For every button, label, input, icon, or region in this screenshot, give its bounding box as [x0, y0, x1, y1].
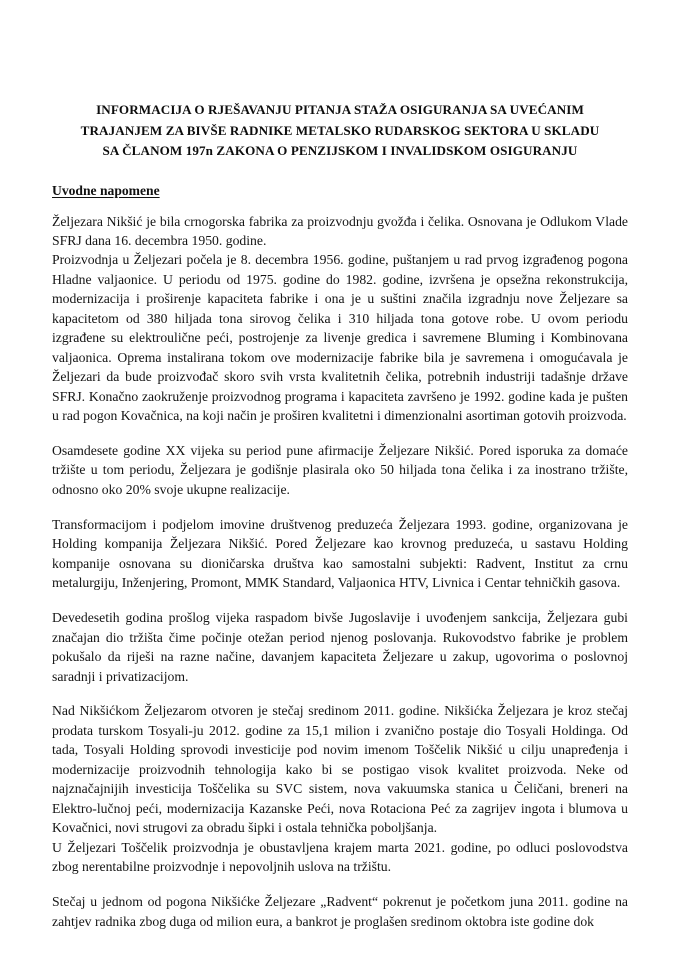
paragraph-8: Stečaj u jednom od pogona Nikšićke Željezare „Radvent“ pokrenut je početkom juna 2011. godine na zahtjev radnika zbog duga od milion eura, a bankrot je proglašen sredinom oktobra iste godine dok [52, 894, 628, 929]
document-title [52, 100, 628, 162]
paragraph-1: Željezara Nikšić je bila crnogorska fabrika za proizvodnju gvožđa i čelika. Osnovana je Odlukom Vlade SFRJ dana 16. decembra 1950. godine. [52, 213, 628, 248]
paragraph-7: U Željezari Toščelik proizvodnja je obustavljena krajem marta 2021. godine, po odluci poslovodstva zbog nerentabilne proizvodnje i nepovoljnih uslova na tržištu. [52, 839, 628, 875]
paragraph-6: Nad Nikšićkom Željezarom otvoren je stečaj sredinom 2011. godine. Nikšićka Željezara je kroz stečaj prodata turskom Tosyali-ju 2012. godine za 15,1 milion i zvanično postaje dio Tosyali Holdinga. Od tada, Tosyali Holding sprovodi investicije pod novim imenom Toščelik Nikšić u cilju unapređenja i modernizacije proizvodnih tehnologija kako bi se postigao visok kvalitet proizvoda. Neke od najznačajnijih investicija Toščelika su SVC sistem, nova vakuumska stanica u Čeličani, breneri na Elektro-lučnoj peći, modernizacija Kazanske Peći, nova Rotaciona Peć za zagrijev ingota i blumova u Kovačnici, novi strugovi za obradu šipki i ostala tehnička poboljšanja. [52, 703, 628, 836]
section-heading-uvodne-napomene [52, 183, 628, 199]
paragraph-2: Proizvodnja u Željezari počela je 8. decembra 1956. godine, puštanjem u rad prvog izgrađenog pogona Hladne valjaonice. U periodu od 1975. godine do 1982. godine, izvršena je opsežna rekonstrukcija, modernizacija i proširenje kapaciteta fabrike i ona je u suštini značila izgradnju nove Željezare sa kapacitetom od 380 hiljada tona sirovog čelika i 310 hiljada tona gotove robe. U ovom periodu izgrađene su elektroulične peći, postrojenje za livenje gredica i savremene Bluming i Kombinovana valjaonica. Oprema instalirana tokom ove modernizacije fabrike bila je savremena i omogućavala je Željezari da bude proizvođač skoro svih vrsta kvalitetnih čelika, potrebnih industriji tadašnje države SFRJ. Konačno zaokruženje proizvodnog programa i kapaciteta završeno je 1992. godine kada je pušten u rad pogon Kovačnica, na koji način je proširen kvalitetni i dimenzionalni asortiman gotovih proizvoda. [52, 252, 628, 424]
paragraph-5: Devedesetih godina prošlog vijeka raspadom bivše Jugoslavije i uvođenjem sankcija, Željezara gubi značajan dio tržišta čime počinje otežan period njenog poslovanja. Rukovodstvo fabrike je problem pokušalo da riješi na razne načine, davanjem kapaciteta Željezare u zakup, ugovorima o poslovnoj saradnji i privatizacijom. [52, 610, 628, 684]
document-title-line-3: SA ČLANOM 197n ZAKONA O PENZIJSKOM I INVALIDSKOM OSIGURANJU [102, 143, 578, 158]
paragraph-4: Transformacijom i podjelom imovine društvenog preduzeća Željezara 1993. godine, organizovana je Holding kompanija Željezara Nikšić. Pored Željezare kao krovnog preduzeća, u sastavu Holding kompanije osnovana su dioničarska društva kao samostalni subjekti: Radvent, Institut za crnu metalurgiju, Inženjering, Promont, MMK Standard, Valjaonica HTV, Livnica i Centar tehničkih gasova. [52, 516, 628, 591]
paragraph-3: Osamdesete godine XX vijeka su period pune afirmacije Željezare Nikšić. Pored isporuka za domaće tržište u tom periodu, Željezara je godišnje plasirala oko 50 hiljada tona čelika i za inostrano tržište, odnosno oko 20% svoje ukupne realizacije. [52, 442, 628, 497]
document-title-line-2: TRAJANJEM ZA BIVŠE RADNIKE METALSKO RUDARSKOG SEKTORA U SKLADU [80, 122, 600, 138]
section-heading-label: Uvodne napomene [52, 182, 160, 198]
document-title-line-1: INFORMACIJA O RJEŠAVANJU PITANJA STAŽA OSIGURANJA SA UVEĆANIM [96, 102, 584, 117]
